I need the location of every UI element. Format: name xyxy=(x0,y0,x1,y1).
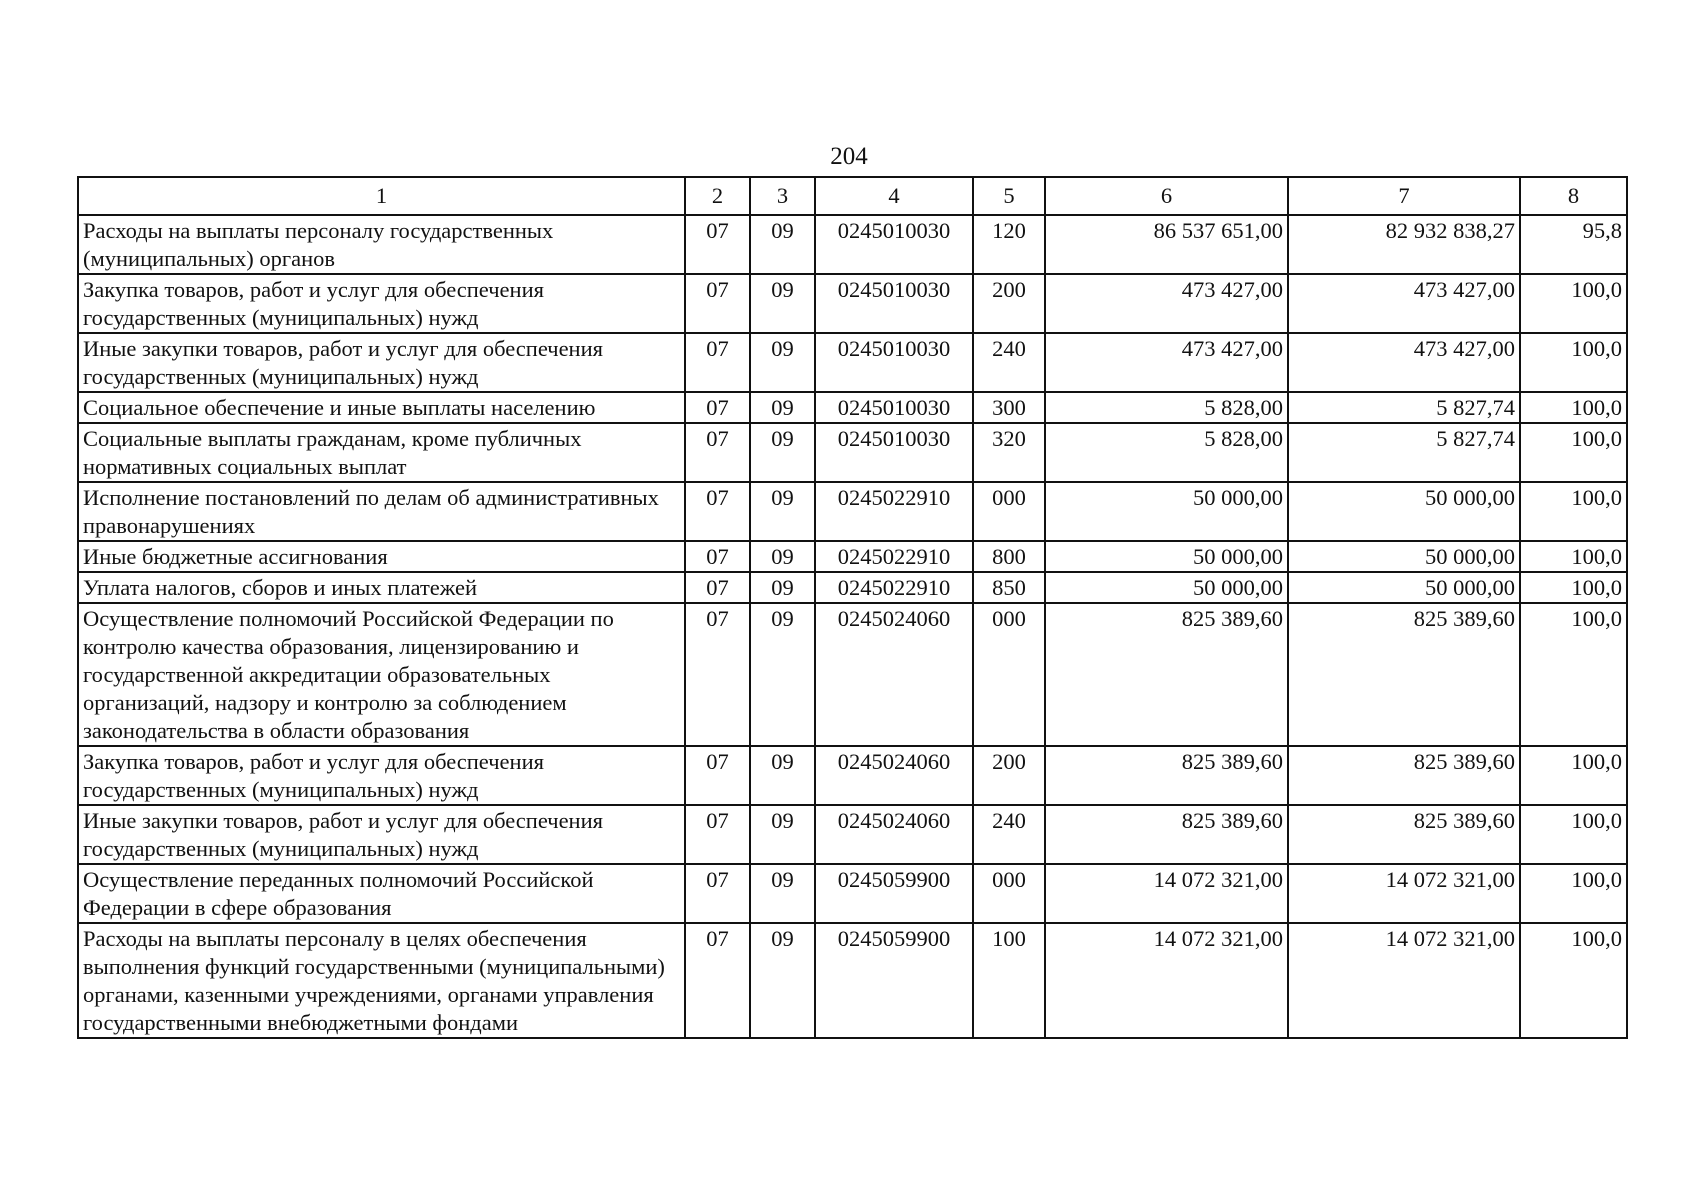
row-expense-type: 800 xyxy=(973,541,1045,572)
row-percent: 100,0 xyxy=(1520,333,1627,392)
row-subsection: 09 xyxy=(750,923,815,1038)
row-planned: 50 000,00 xyxy=(1045,482,1288,541)
row-executed: 825 389,60 xyxy=(1288,603,1520,746)
row-name: Осуществление переданных полномочий Российской Федерации в сфере образования xyxy=(78,864,685,923)
row-executed: 825 389,60 xyxy=(1288,805,1520,864)
row-subsection: 09 xyxy=(750,392,815,423)
table-row xyxy=(78,274,1627,333)
row-percent: 95,8 xyxy=(1520,215,1627,274)
row-name: Иные бюджетные ассигнования xyxy=(78,541,685,572)
row-executed: 82 932 838,27 xyxy=(1288,215,1520,274)
row-section: 07 xyxy=(685,215,750,274)
row-percent: 100,0 xyxy=(1520,603,1627,746)
row-expense-type: 200 xyxy=(973,746,1045,805)
row-executed: 14 072 321,00 xyxy=(1288,923,1520,1038)
row-executed: 50 000,00 xyxy=(1288,572,1520,603)
row-subsection: 09 xyxy=(750,805,815,864)
row-percent: 100,0 xyxy=(1520,274,1627,333)
row-target-article: 0245024060 xyxy=(815,746,973,805)
row-section: 07 xyxy=(685,805,750,864)
row-subsection: 09 xyxy=(750,746,815,805)
row-target-article: 0245010030 xyxy=(815,423,973,482)
row-section: 07 xyxy=(685,541,750,572)
row-executed: 50 000,00 xyxy=(1288,482,1520,541)
header-row xyxy=(78,177,1627,215)
table-row xyxy=(78,392,1627,423)
row-target-article: 0245010030 xyxy=(815,333,973,392)
row-planned: 473 427,00 xyxy=(1045,274,1288,333)
row-subsection: 09 xyxy=(750,572,815,603)
row-name: Уплата налогов, сборов и иных платежей xyxy=(78,572,685,603)
row-target-article: 0245010030 xyxy=(815,392,973,423)
row-name: Социальные выплаты гражданам, кроме публичных нормативных социальных выплат xyxy=(78,423,685,482)
row-planned: 825 389,60 xyxy=(1045,746,1288,805)
row-section: 07 xyxy=(685,923,750,1038)
row-name: Исполнение постановлений по делам об административных правонарушениях xyxy=(78,482,685,541)
row-expense-type: 240 xyxy=(973,333,1045,392)
row-expense-type: 320 xyxy=(973,423,1045,482)
header-col-7: 7 xyxy=(1288,177,1520,215)
row-expense-type: 200 xyxy=(973,274,1045,333)
row-executed: 5 827,74 xyxy=(1288,392,1520,423)
row-expense-type: 240 xyxy=(973,805,1045,864)
row-planned: 825 389,60 xyxy=(1045,805,1288,864)
row-target-article: 0245022910 xyxy=(815,541,973,572)
table-row xyxy=(78,805,1627,864)
row-target-article: 0245024060 xyxy=(815,603,973,746)
row-target-article: 0245022910 xyxy=(815,482,973,541)
row-percent: 100,0 xyxy=(1520,746,1627,805)
row-name: Расходы на выплаты персоналу государственных (муниципальных) органов xyxy=(78,215,685,274)
row-percent: 100,0 xyxy=(1520,864,1627,923)
row-expense-type: 000 xyxy=(973,482,1045,541)
row-section: 07 xyxy=(685,603,750,746)
row-name: Иные закупки товаров, работ и услуг для обеспечения государственных (муниципальных) нужд xyxy=(78,805,685,864)
header-col-2: 2 xyxy=(685,177,750,215)
row-planned: 86 537 651,00 xyxy=(1045,215,1288,274)
row-expense-type: 850 xyxy=(973,572,1045,603)
row-percent: 100,0 xyxy=(1520,923,1627,1038)
row-subsection: 09 xyxy=(750,541,815,572)
row-section: 07 xyxy=(685,333,750,392)
table-row xyxy=(78,541,1627,572)
page-number: 204 xyxy=(830,143,868,170)
row-target-article: 0245022910 xyxy=(815,572,973,603)
table-row xyxy=(78,864,1627,923)
row-section: 07 xyxy=(685,746,750,805)
row-subsection: 09 xyxy=(750,603,815,746)
table-row xyxy=(78,923,1627,1038)
row-percent: 100,0 xyxy=(1520,482,1627,541)
row-subsection: 09 xyxy=(750,482,815,541)
table-row xyxy=(78,746,1627,805)
row-name: Социальное обеспечение и иные выплаты населению xyxy=(78,392,685,423)
row-executed: 473 427,00 xyxy=(1288,274,1520,333)
table-row xyxy=(78,572,1627,603)
row-percent: 100,0 xyxy=(1520,805,1627,864)
row-section: 07 xyxy=(685,423,750,482)
table-header xyxy=(78,177,1627,215)
row-executed: 50 000,00 xyxy=(1288,541,1520,572)
row-executed: 825 389,60 xyxy=(1288,746,1520,805)
row-name: Закупка товаров, работ и услуг для обеспечения государственных (муниципальных) нужд xyxy=(78,746,685,805)
row-subsection: 09 xyxy=(750,274,815,333)
row-section: 07 xyxy=(685,864,750,923)
row-percent: 100,0 xyxy=(1520,572,1627,603)
row-name: Осуществление полномочий Российской Федерации по контролю качества образования, лицензированию и государственной аккредитации образовательных организаций, надзору и контролю за соблюдением законодательства в области образования xyxy=(78,603,685,746)
row-section: 07 xyxy=(685,482,750,541)
row-name: Иные закупки товаров, работ и услуг для обеспечения государственных (муниципальных) нужд xyxy=(78,333,685,392)
row-expense-type: 000 xyxy=(973,864,1045,923)
row-name: Закупка товаров, работ и услуг для обеспечения государственных (муниципальных) нужд xyxy=(78,274,685,333)
table-row xyxy=(78,603,1627,746)
row-planned: 14 072 321,00 xyxy=(1045,864,1288,923)
budget-table xyxy=(77,176,1628,1039)
row-percent: 100,0 xyxy=(1520,541,1627,572)
header-col-8: 8 xyxy=(1520,177,1627,215)
table-row xyxy=(78,333,1627,392)
row-subsection: 09 xyxy=(750,864,815,923)
header-col-6: 6 xyxy=(1045,177,1288,215)
table-row xyxy=(78,423,1627,482)
row-target-article: 0245059900 xyxy=(815,923,973,1038)
row-subsection: 09 xyxy=(750,215,815,274)
row-planned: 473 427,00 xyxy=(1045,333,1288,392)
row-subsection: 09 xyxy=(750,333,815,392)
row-target-article: 0245059900 xyxy=(815,864,973,923)
row-percent: 100,0 xyxy=(1520,423,1627,482)
row-executed: 5 827,74 xyxy=(1288,423,1520,482)
row-planned: 50 000,00 xyxy=(1045,541,1288,572)
header-col-5: 5 xyxy=(973,177,1045,215)
row-planned: 14 072 321,00 xyxy=(1045,923,1288,1038)
row-expense-type: 120 xyxy=(973,215,1045,274)
row-planned: 825 389,60 xyxy=(1045,603,1288,746)
row-planned: 5 828,00 xyxy=(1045,392,1288,423)
row-subsection: 09 xyxy=(750,423,815,482)
row-expense-type: 000 xyxy=(973,603,1045,746)
row-expense-type: 300 xyxy=(973,392,1045,423)
header-col-1: 1 xyxy=(78,177,685,215)
row-executed: 473 427,00 xyxy=(1288,333,1520,392)
table-row xyxy=(78,215,1627,274)
row-target-article: 0245010030 xyxy=(815,215,973,274)
row-section: 07 xyxy=(685,392,750,423)
row-planned: 5 828,00 xyxy=(1045,423,1288,482)
row-expense-type: 100 xyxy=(973,923,1045,1038)
row-target-article: 0245010030 xyxy=(815,274,973,333)
table-body xyxy=(78,215,1627,1038)
row-name: Расходы на выплаты персоналу в целях обеспечения выполнения функций государственными (муниципальными) органами, казенными учреждениями, органами управления государственными внебюджетными фондами xyxy=(78,923,685,1038)
row-percent: 100,0 xyxy=(1520,392,1627,423)
table-row xyxy=(78,482,1627,541)
row-executed: 14 072 321,00 xyxy=(1288,864,1520,923)
header-col-3: 3 xyxy=(750,177,815,215)
header-col-4: 4 xyxy=(815,177,973,215)
row-section: 07 xyxy=(685,274,750,333)
row-target-article: 0245024060 xyxy=(815,805,973,864)
row-planned: 50 000,00 xyxy=(1045,572,1288,603)
row-section: 07 xyxy=(685,572,750,603)
